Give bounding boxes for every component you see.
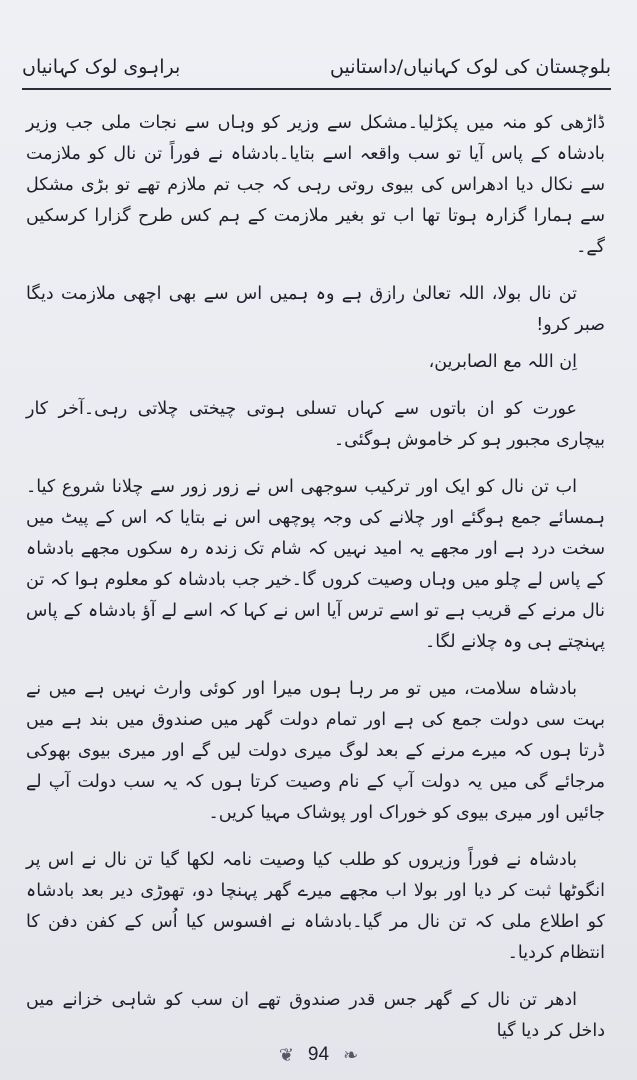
paragraph-4: اب تن نال کو ایک اور ترکیب سوجھی اس نے زور زور سے چلانا شروع کیا۔ہمسائے جمع ہوگئے اور چلانے کی وجہ پوچھی اس نے بتایا کہ اس کے پیٹ میں سخت درد ہے اور مجھے یہ امید نہیں کہ شام تک زندہ رہ سکوں مجھے بادشاہ کے پاس لے چلو میں وہاں وصیت کروں گا۔خیر جب بادشاہ کو معلوم ہوا کہ تن نال مرنے کے قریب ہے تو اسے ترس آیا اس نے کہا کہ اسے لے آؤ بادشاہ کے پاس پہنچتے ہی وہ چلانے لگا۔ xyxy=(26,477,605,652)
paragraph-2: تن نال بولا، اللہ تعالیٰ رازق ہے وہ ہمیں اس سے بھی اچھی ملازمت دیگا صبر کرو! xyxy=(26,284,605,335)
arabic-quote: اِن اللہ مع الصابرین، xyxy=(428,352,577,372)
paragraph-1: ڈاڑھی کو منہ میں پکڑلیا۔مشکل سے وزیر کو وہاں سے نجات ملی جب وزیر بادشاہ کے پاس آیا تو سب واقعہ اسے بتایا۔بادشاہ نے فوراً تن نال کو ملازمت سے نکال دیا ادھراس کی بیوی روتی رہی کہ جب تم ملازم تھے تو بڑی مشکل سے ہمارا گزارہ ہوتا تھا اب تو بغیر ملازمت کے ہم کس طرح گزارا کرسکیں گے۔ xyxy=(26,113,605,257)
paragraph-6: بادشاہ نے فوراً وزیروں کو طلب کیا وصیت نامہ لکھا گیا تن نال نے اس پر انگوٹھا ثبت کر دیا اور بولا اب مجھے میرے گھر پہنچا دو، تھوڑی دیر بعد بادشاہ کو اطلاع ملی کہ تن نال مر گیا۔بادشاہ نے افسوس کیا اُس کے کفن دفن کا انتظام کردیا۔ xyxy=(26,850,605,963)
paragraph-3: عورت کو ان باتوں سے کہاں تسلی ہوتی چیختی چلاتی رہی۔آخر کار بیچاری مجبور ہو کر خاموش ہوگئی۔ xyxy=(26,399,605,450)
right-ornament-icon: ❧ xyxy=(343,1044,359,1066)
left-ornament-icon: ❦ xyxy=(278,1044,294,1066)
book-title: بلوچستان کی لوک کہانیاں/داستانیں xyxy=(330,56,611,78)
running-header xyxy=(22,50,611,84)
body-text xyxy=(26,108,605,1063)
page-number: 94 xyxy=(307,1044,330,1065)
section-title: براہوی لوک کہانیاں xyxy=(22,56,181,78)
paragraph-7: ادھر تن نال کے گھر جس قدر صندوق تھے ان سب کو شاہی خزانے میں داخل کر دیا گیا xyxy=(26,990,605,1041)
page-footer xyxy=(0,1044,637,1066)
paragraph-5: بادشاہ سلامت، میں تو مر رہا ہوں میرا اور کوئی وارث نہیں ہے میں نے بہت سی دولت جمع کی ہے اور تمام دولت گھر میں صندوق میں بند ہے میں ڈرتا ہوں کہ میرے مرنے کے بعد لوگ میری دولت لیں گے اور میری بیوی بھوکی مرجائے گی میں یہ دولت آپ کے نام وصیت کرتا ہوں کہ یہ سب دولت آپ لے جائیں اور میری بیوی کو خوراک اور پوشاک مہیا کریں۔ xyxy=(26,679,605,823)
header-rule xyxy=(22,88,611,90)
